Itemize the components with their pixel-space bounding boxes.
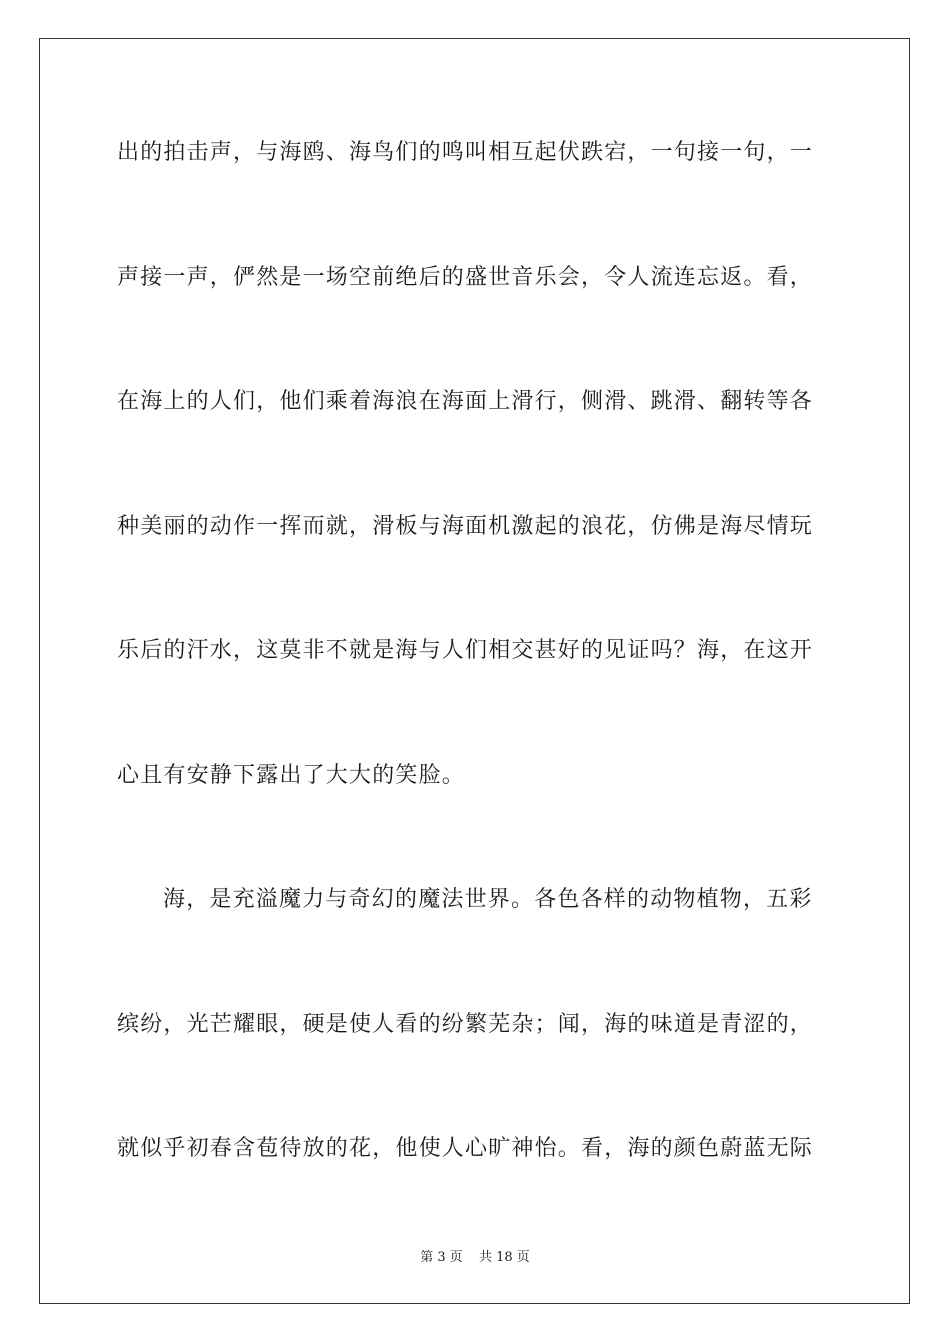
document-body	[117, 128, 833, 1249]
paragraph-start-line: 海，是充溢魔力与奇幻的魔法世界。各色各样的动物植物，五彩	[163, 887, 813, 912]
text-line: 声接一声，俨然是一场空前绝后的盛世音乐会，令人流连忘返。看，	[117, 264, 814, 290]
text-line: 种美丽的动作一挥而就，滑板与海面机激起的浪花，仿佛是海尽情玩	[117, 513, 814, 539]
page-total: 共 18 页	[478, 1250, 530, 1265]
page-footer	[0, 1246, 950, 1265]
text-line: 出的拍击声，与海鸥、海鸟们的鸣叫相互起伏跌宕，一句接一句，一	[117, 140, 814, 165]
text-line: 缤纷，光芒耀眼，硬是使人看的纷繁芜杂；闻，海的味道是青涩的，	[117, 1011, 814, 1037]
page-number: 第 3 页	[420, 1250, 463, 1265]
text-line: 在海上的人们，他们乘着海浪在海面上滑行，侧滑、跳滑、翻转等各	[117, 389, 814, 414]
text-line: 乐后的汗水，这莫非不就是海与人们相交甚好的见证吗？海，在这开	[117, 638, 814, 663]
text-line: 就似乎初春含苞待放的花，他使人心旷神怡。看，海的颜色蔚蓝无际	[117, 1136, 814, 1161]
text-line: 心且有安静下露出了大大的笑脸。	[117, 762, 466, 788]
